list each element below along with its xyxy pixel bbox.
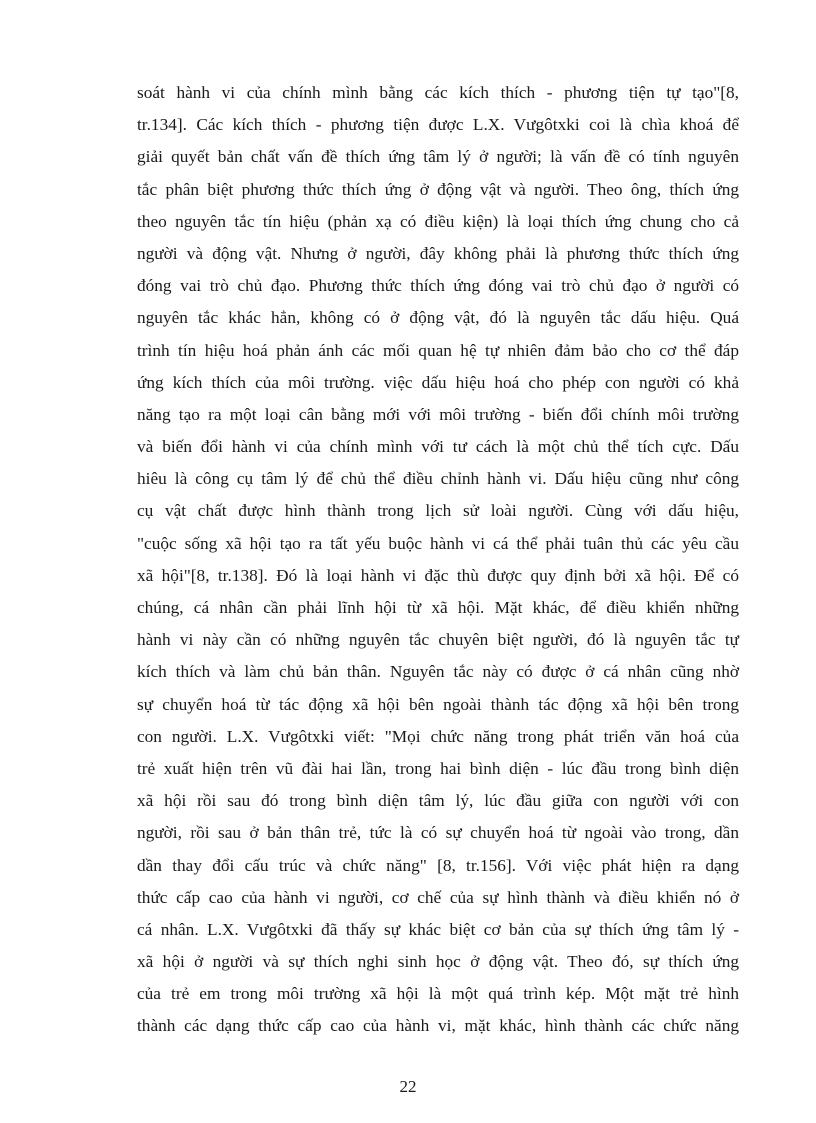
text-line: xã hội ở người và sự thích nghi sinh học ở động vật. Theo đó, sự thích ứng	[137, 952, 739, 972]
text-line: người, rồi sau ở bản thân trẻ, tức là có sự chuyển hoá từ ngoài vào trong, dần	[137, 823, 739, 843]
text-line: hiêu là công cụ tâm lý để chủ thể điều chỉnh hành vi. Dấu hiệu cũng như công	[137, 469, 739, 489]
text-line: tr.134]. Các kích thích - phương tiện được L.X. Vưgôtxki coi là chìa khoá để	[137, 115, 739, 135]
text-line: của trẻ em trong môi trường xã hội là một quá trình kép. Một mặt trẻ hình	[137, 984, 739, 1004]
text-line: xã hội rồi sau đó trong bình diện tâm lý, lúc đầu giữa con người với con	[137, 791, 739, 811]
text-line: người và động vật. Nhưng ở người, đây không phải là phương thức thích ứng	[137, 243, 739, 263]
page-number: 22	[399, 1077, 417, 1096]
text-line: tắc phân biệt phương thức thích ứng ở động vật và người. Theo ông, thích ứng	[137, 179, 739, 199]
text-line: "cuộc sống xã hội tạo ra tất yếu buộc hành vi cá thể phải tuân thủ các yêu cầu	[137, 533, 739, 553]
text-line: con người. L.X. Vưgôtxki viết: "Mọi chức năng trong phát triển văn hoá của	[137, 726, 739, 746]
text-line: trẻ xuất hiện trên vũ đài hai lần, trong hai bình diện - lúc đầu trong bình diện	[137, 758, 739, 778]
text-line: thành các dạng thức cấp cao của hành vi, mặt khác, hình thành các chức năng	[137, 1016, 739, 1036]
text-line: soát hành vi của chính mình bằng các kích thích - phương tiện tự tạo"[8,	[137, 83, 739, 102]
text-line: trình tín hiệu hoá phản ánh các mối quan hệ tự nhiên đảm bảo cho cơ thể đáp	[137, 340, 739, 360]
text-line: giải quyết bản chất vấn đề thích ứng tâm lý ở người; là vấn đề có tính nguyên	[137, 147, 739, 167]
text-line: cụ vật chất được hình thành trong lịch sử loài người. Cùng với dấu hiệu,	[137, 501, 739, 521]
body-paragraph	[137, 77, 739, 1043]
text-line: thức cấp cao của hành vi người, cơ chế của sự hình thành và điều khiển nó ở	[137, 887, 739, 907]
text-line: chúng, cá nhân cần phải lĩnh hội từ xã hội. Mặt khác, để điều khiển những	[137, 598, 739, 617]
text-line: theo nguyên tắc tín hiệu (phản xạ có điều kiện) là loại thích ứng chung cho cả	[137, 211, 739, 231]
text-line: cá nhân. L.X. Vưgôtxki đã thấy sự khác biệt cơ bản của sự thích ứng tâm lý -	[137, 919, 739, 939]
text-line: nguyên tắc khác hẳn, không có ở động vật, đó là nguyên tắc dấu hiệu. Quá	[137, 308, 739, 328]
text-line: đóng vai trò chủ đạo. Phương thức thích ứng đóng vai trò chủ đạo ở người có	[137, 276, 739, 296]
text-line: dần thay đổi cấu trúc và chức năng" [8, tr.156]. Với việc phát hiện ra dạng	[137, 855, 739, 875]
text-line: kích thích và làm chủ bản thân. Nguyên tắc này có được ở cá nhân cũng nhờ	[137, 662, 739, 682]
text-line: năng tạo ra một loại cân bằng mới với môi trường - biến đổi chính môi trường	[137, 404, 739, 424]
text-line: hành vi này cần có những nguyên tắc chuyên biệt người, đó là nguyên tắc tự	[137, 630, 739, 650]
text-line: ứng kích thích của môi trường. việc dấu hiệu hoá cho phép con người có khả	[137, 372, 739, 392]
text-line: sự chuyển hoá từ tác động xã hội bên ngoài thành tác động xã hội bên trong	[137, 694, 739, 714]
text-line: và biến đổi hành vi của chính mình với tư cách là một chủ thể tích cực. Dấu	[137, 437, 739, 457]
text-line: xã hội"[8, tr.138]. Đó là loại hành vi đặc thù được quy định bởi xã hội. Để có	[137, 565, 739, 585]
